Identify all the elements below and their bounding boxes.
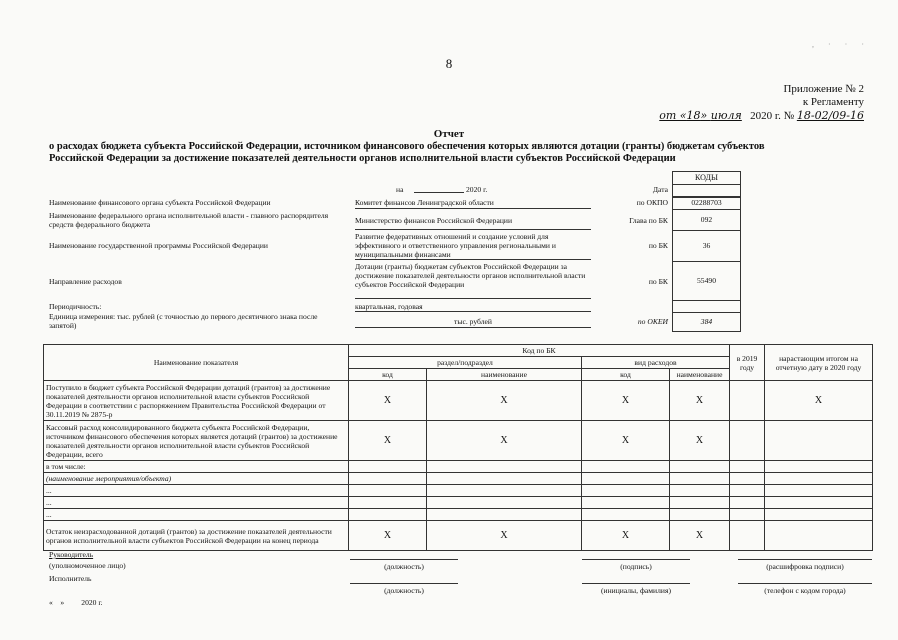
col-cumulative-header: нарастающим итогом на отчетную дату в 2020 году <box>765 345 873 381</box>
phone-label: (телефон с кодом города) <box>764 586 846 595</box>
row-cell: X <box>582 521 670 551</box>
header-row-code: 092 <box>672 209 741 231</box>
header-row-code-label: по БК <box>648 241 668 250</box>
header-row-code-label: Глава по БК <box>629 216 668 225</box>
row-cell: X <box>670 521 730 551</box>
header-row-code: 36 <box>672 230 741 262</box>
codes-header: КОДЫ <box>672 171 741 185</box>
row-name: (наименование мероприятия/объекта) <box>44 473 349 485</box>
head-label: Руководитель <box>49 550 94 559</box>
header-row-value: Развитие федеративных отношений и создание условий для эффективного и ответственного управления региональными и муниципальными финансами <box>355 232 556 259</box>
annex-mid: » <box>700 109 711 122</box>
executor-label: Исполнитель <box>49 574 92 583</box>
report-subtitle: о расходах бюджета субъекта Российской Федерации, источником финансового обеспечения которых являются дотации (гранты) бюджетам субъектов Российской Федерации за достижение показателей деятельности органов исполнительной власти субъектов Российской Федерации <box>49 141 765 164</box>
header-row-code: 384 <box>672 312 741 332</box>
header-row-code-label: по БК <box>648 277 668 286</box>
col-expense-type-header: вид расходов <box>582 357 730 369</box>
row-name: Поступило в бюджет субъекта Российской Федерации дотаций (грантов) за достижение показателей деятельности органов исполнительной власти субъектов Российской Федерации в соответствии с распоряжением Правительства Российской Федерации от 30.11.2019 № 2875-р <box>44 381 349 421</box>
col-code-header: код <box>349 369 427 381</box>
header-row-code: 55490 <box>672 261 741 301</box>
table-row <box>44 497 873 509</box>
row-name: ... <box>44 485 349 497</box>
row-cell <box>730 421 765 461</box>
row-name: ... <box>44 509 349 521</box>
date-label: Дата <box>652 185 668 194</box>
annex-prefix: от « <box>659 109 687 122</box>
col-naming-header: наименование <box>427 369 582 381</box>
header-row-value: Дотации (гранты) бюджетам субъектов Российской Федерации за достижение показателей деятельности органов исполнительной власти субъектов Российской Федерации <box>355 262 586 289</box>
table-row <box>44 485 873 497</box>
row-cell <box>730 381 765 421</box>
report-title: Отчет <box>433 128 465 140</box>
row-cell: X <box>582 421 670 461</box>
annex-line1: Приложение № 2 <box>783 83 864 95</box>
table-row <box>44 521 873 551</box>
row-cell: X <box>765 381 873 421</box>
date-year: 2020 г. <box>466 185 488 194</box>
annex-number: 18-02/09-16 <box>796 109 864 122</box>
col-naming2-header: наименование <box>670 369 730 381</box>
row-cell: X <box>582 381 670 421</box>
header-row-label: Периодичность: <box>49 302 102 311</box>
header-row-value: Комитет финансов Ленинградской области <box>355 198 494 207</box>
header-row-label: Наименование финансового органа субъекта Российской Федерации <box>49 198 271 207</box>
row-name: в том числе: <box>44 461 349 473</box>
row-name: Кассовый расход консолидированного бюджета субъекта Российской Федерации, источником финансового обеспечения которых является дотаций (грантов) за достижение показателей деятельности органов исполнительной власти субъектов Российской Федерации, всего <box>44 421 349 461</box>
annex-line3 <box>659 109 864 123</box>
sign-date: « » 2020 г. <box>49 598 103 607</box>
head-sub: (уполномоченное лицо) <box>49 561 126 570</box>
header-row-label: Наименование федерального органа исполнительной власти - главного распорядителя средств федерального бюджета <box>49 211 329 229</box>
col-section-header: раздел/подраздел <box>349 357 582 369</box>
annex-block <box>659 83 864 123</box>
header-row-value: Министерство финансов Российской Федерации <box>355 216 513 225</box>
table-row <box>44 381 873 421</box>
row-cell: X <box>670 421 730 461</box>
row-name: Остаток неизрасходованной дотаций (грантов) за достижение показателей деятельности органов исполнительной власти субъектов Российской Федерации на конец периода <box>44 521 349 551</box>
page-number: 8 <box>445 56 453 71</box>
table-row <box>44 461 873 473</box>
header-row-code-label: по ОКПО <box>636 198 668 207</box>
annex-line2: к Регламенту <box>802 96 864 108</box>
col-code2-header: код <box>582 369 670 381</box>
row-cell: X <box>670 381 730 421</box>
row-cell: X <box>427 521 582 551</box>
header-row-label: Единица измерения: тыс. рублей (с точностью до первого десятичного знака после запятой) <box>49 312 318 330</box>
header-row-code-label: по ОКЕИ <box>637 317 668 326</box>
col-name-header: Наименование показателя <box>44 345 349 381</box>
table-row <box>44 509 873 521</box>
initials-label: (инициалы, фамилия) <box>600 586 671 595</box>
row-cell: X <box>349 421 427 461</box>
row-cell: X <box>349 521 427 551</box>
header-row-value: квартальная, годовая <box>355 302 423 311</box>
position-label-2: (должность) <box>384 586 424 595</box>
position-label: (должность) <box>384 562 424 571</box>
row-cell: X <box>349 381 427 421</box>
header-row-code: 02288703 <box>672 196 741 210</box>
signature-label: (подпись) <box>620 562 652 571</box>
annex-year: 2020 г. № <box>750 110 795 122</box>
col-code-bk-header: Код по БК <box>349 345 730 357</box>
header-row-value: тыс. рублей <box>454 317 492 326</box>
decoding-label: (расшифровка подписи) <box>766 562 844 571</box>
header-row-label: Наименование государственной программы Российской Федерации <box>49 241 268 250</box>
table-row <box>44 473 873 485</box>
row-cell <box>730 521 765 551</box>
row-name: ... <box>44 497 349 509</box>
header-row-label: Направление расходов <box>49 277 122 286</box>
row-cell <box>765 521 873 551</box>
scan-marks: , · · · <box>812 40 870 49</box>
col-2019-header: в 2019 году <box>730 345 765 381</box>
row-cell: X <box>427 421 582 461</box>
report-table <box>43 344 873 551</box>
date-prefix: на <box>396 185 404 194</box>
annex-day: 18 <box>686 109 701 122</box>
row-cell <box>765 421 873 461</box>
table-row <box>44 421 873 461</box>
row-cell: X <box>427 381 582 421</box>
annex-month: июля <box>710 109 742 122</box>
